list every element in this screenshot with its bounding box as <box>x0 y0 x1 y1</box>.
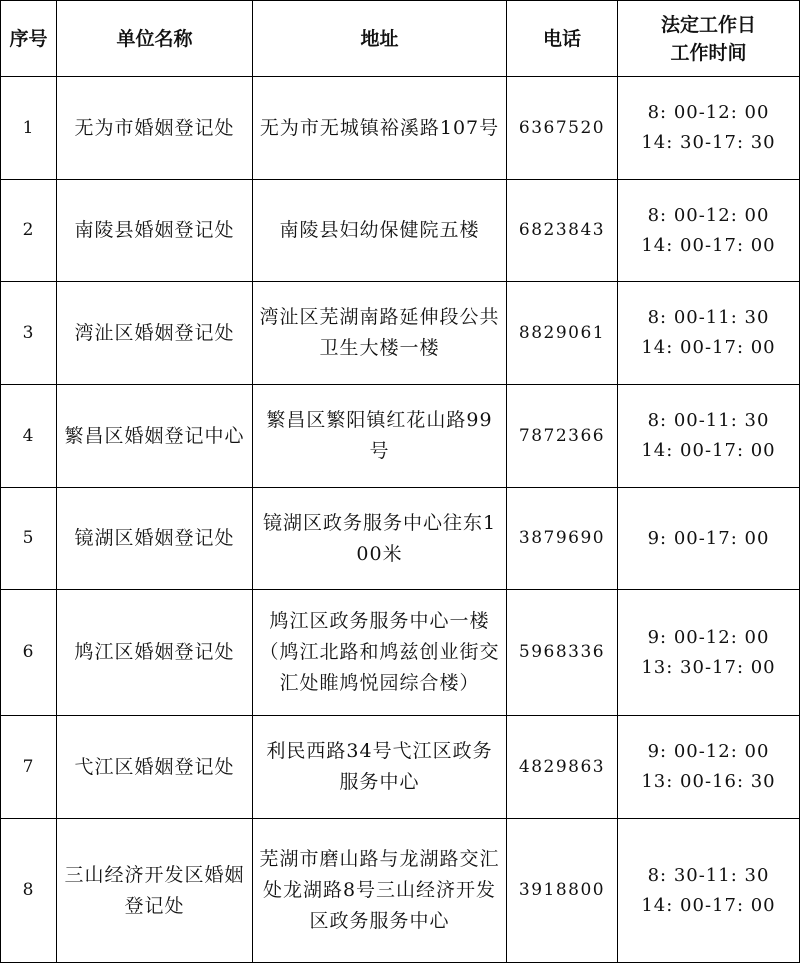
hours-morning: 8: 00-11: 30 <box>647 307 770 328</box>
office-name: 三山经济开发区婚姻登记处 <box>57 819 253 963</box>
office-hours <box>618 590 800 716</box>
office-name: 鸠江区婚姻登记处 <box>57 590 253 716</box>
office-phone: 5968336 <box>507 590 618 716</box>
table-row <box>1 488 800 590</box>
hours-afternoon: 13: 30-17: 00 <box>641 656 776 678</box>
hours-morning: 8: 00-12: 00 <box>647 102 770 123</box>
office-phone: 6367520 <box>507 77 618 180</box>
office-hours <box>618 77 800 180</box>
office-hours <box>618 282 800 385</box>
row-number: 6 <box>1 590 57 716</box>
office-phone: 8829061 <box>507 282 618 385</box>
office-phone: 4829863 <box>507 716 618 819</box>
office-name: 南陵县婚姻登记处 <box>57 180 253 282</box>
office-address: 鸠江区政务服务中心一楼（鸠江北路和鸠兹创业街交汇处睢鸠悦园综合楼） <box>253 590 507 716</box>
office-name: 繁昌区婚姻登记中心 <box>57 385 253 488</box>
office-address: 南陵县妇幼保健院五楼 <box>253 180 507 282</box>
table-row <box>1 819 800 963</box>
hours-afternoon: 13: 00-16: 30 <box>641 771 776 792</box>
hours-afternoon: 14: 00-17: 00 <box>641 234 776 256</box>
table-row <box>1 385 800 488</box>
table-row <box>1 77 800 180</box>
office-address: 繁昌区繁阳镇红花山路99号 <box>253 385 507 488</box>
hours-morning: 8: 00-11: 30 <box>647 410 770 431</box>
hours-morning: 8: 00-12: 00 <box>647 204 770 226</box>
office-address: 利民西路34号弋江区政务服务中心 <box>253 716 507 819</box>
header-name: 单位名称 <box>57 1 253 77</box>
office-phone: 6823843 <box>507 180 618 282</box>
row-number: 5 <box>1 488 57 590</box>
hours-morning: 9: 00-12: 00 <box>647 741 770 762</box>
office-hours <box>618 488 800 590</box>
row-number: 1 <box>1 77 57 180</box>
row-number: 2 <box>1 180 57 282</box>
office-address: 湾沚区芜湖南路延伸段公共卫生大楼一楼 <box>253 282 507 385</box>
hours-afternoon: 14: 30-17: 30 <box>641 132 776 153</box>
header-no: 序号 <box>1 1 57 77</box>
office-phone: 3879690 <box>507 488 618 590</box>
row-number: 7 <box>1 716 57 819</box>
hours-all-day: 9: 00-17: 00 <box>647 527 770 549</box>
header-hours-line1: 法定工作日 <box>660 13 756 36</box>
office-phone: 3918800 <box>507 819 618 963</box>
table-row <box>1 282 800 385</box>
hours-afternoon: 14: 00-17: 00 <box>641 440 776 461</box>
header-hours <box>618 1 800 77</box>
table-row <box>1 590 800 716</box>
row-number: 3 <box>1 282 57 385</box>
header-row <box>1 1 800 77</box>
header-hours-line2: 工作时间 <box>670 41 747 64</box>
header-address: 地址 <box>253 1 507 77</box>
hours-morning: 9: 00-12: 00 <box>647 626 770 648</box>
hours-afternoon: 14: 00-17: 00 <box>641 894 776 916</box>
header-phone: 电话 <box>507 1 618 77</box>
office-address: 镜湖区政务服务中心往东100米 <box>253 488 507 590</box>
office-hours <box>618 180 800 282</box>
hours-morning: 8: 30-11: 30 <box>647 864 770 886</box>
office-name: 镜湖区婚姻登记处 <box>57 488 253 590</box>
table-row <box>1 716 800 819</box>
row-number: 8 <box>1 819 57 963</box>
office-hours <box>618 819 800 963</box>
office-hours <box>618 716 800 819</box>
office-phone: 7872366 <box>507 385 618 488</box>
table-row <box>1 180 800 282</box>
row-number: 4 <box>1 385 57 488</box>
office-hours <box>618 385 800 488</box>
office-name: 湾沚区婚姻登记处 <box>57 282 253 385</box>
office-address: 无为市无城镇裕溪路107号 <box>253 77 507 180</box>
office-name: 无为市婚姻登记处 <box>57 77 253 180</box>
office-name: 弋江区婚姻登记处 <box>57 716 253 819</box>
office-address: 芜湖市磨山路与龙湖路交汇处龙湖路8号三山经济开发区政务服务中心 <box>253 819 507 963</box>
hours-afternoon: 14: 00-17: 00 <box>641 337 776 358</box>
